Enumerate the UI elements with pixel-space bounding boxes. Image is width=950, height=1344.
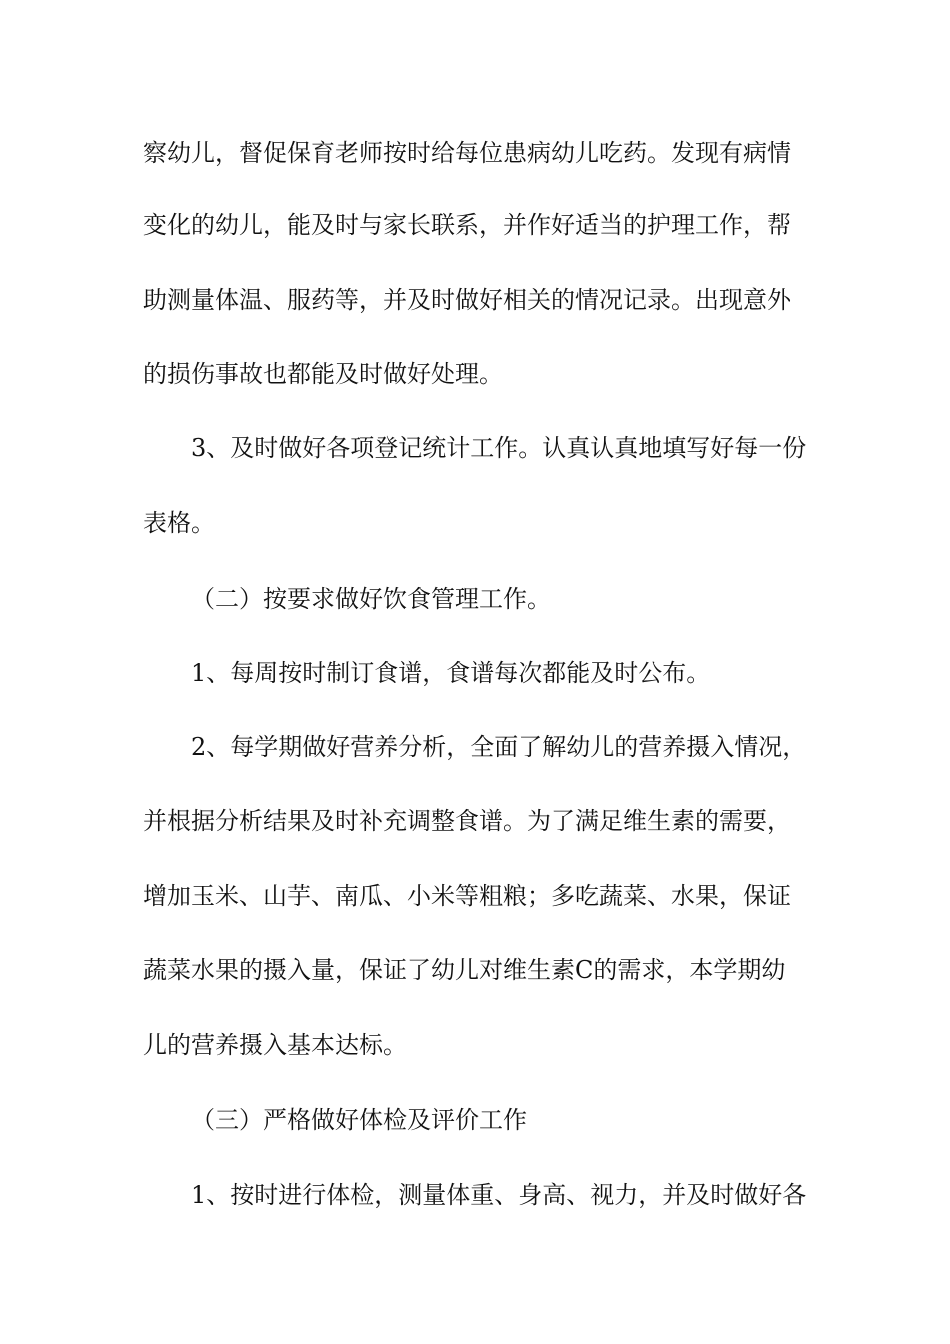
paragraph-line-4: 的损伤事故也都能及时做好处理。 (143, 360, 503, 388)
item-1-line-1: 1、每周按时制订食谱，食谱每次都能及时公布。 (191, 659, 711, 687)
section-heading-2: （二）按要求做好饮食管理工作。 (191, 585, 551, 613)
paragraph-line-1: 察幼儿，督促保育老师按时给每位患病幼儿吃药。发现有病情 (143, 139, 791, 167)
item-2-line-1: 2、每学期做好营养分析，全面了解幼儿的营养摄入情况， (191, 733, 807, 761)
item-3-line-1: 3、及时做好各项登记统计工作。认真认真地填写好每一份 (191, 434, 807, 462)
item-2-line-3: 增加玉米、山芋、南瓜、小米等粗粮；多吃蔬菜、水果，保证 (143, 882, 791, 910)
paragraph-line-3: 助测量体温、服药等，并及时做好相关的情况记录。出现意外 (143, 286, 791, 314)
item-2-line-4: 蔬菜水果的摄入量，保证了幼儿对维生素C的需求，本学期幼 (143, 956, 786, 984)
item-2-line-2: 并根据分析结果及时补充调整食谱。为了满足维生素的需要， (143, 807, 791, 835)
paragraph-line-2: 变化的幼儿，能及时与家长联系，并作好适当的护理工作，帮 (143, 211, 791, 239)
section-heading-3: （三）严格做好体检及评价工作 (191, 1106, 527, 1134)
item-2-line-5: 儿的营养摄入基本达标。 (143, 1031, 407, 1059)
item-1b-line-1: 1、按时进行体检，测量体重、身高、视力，并及时做好各 (191, 1181, 807, 1209)
item-3-line-2: 表格。 (143, 509, 215, 537)
